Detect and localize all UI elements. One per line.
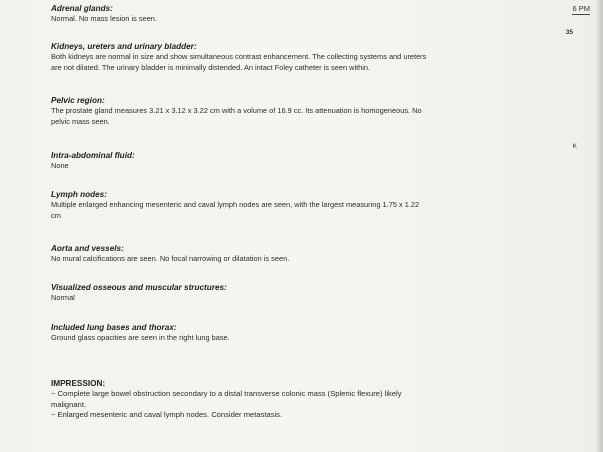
section-text: No mural calcifications are seen. No focal narrowing or dilatation is seen.	[51, 254, 290, 263]
section-aorta-vessels	[51, 244, 546, 265]
section-pelvic-region	[51, 96, 546, 127]
section-text: Ground glass opacities are seen in the right lung base.	[51, 333, 230, 342]
handwritten-page-number: 35	[565, 29, 573, 36]
impression-item: ~ Enlarged mesenteric and caval lymph nodes. Consider metastasis.	[51, 410, 283, 419]
section-text: cm	[51, 210, 61, 220]
section-text: Both kidneys are normal in size and show simultaneous contrast enhancement. The collecting systems and ureters	[51, 52, 427, 61]
section-heading: Lymph nodes:	[51, 190, 107, 199]
impression-item: ~ Complete large bowel obstruction secondary to a distal transverse colonic mass (Splenic flexure) likely	[51, 389, 402, 398]
impression-title: IMPRESSION:	[51, 379, 106, 388]
section-heading: Visualized osseous and muscular structures:	[51, 283, 227, 292]
section-lung-bases-thorax	[51, 323, 546, 344]
section-text: Normal	[51, 293, 75, 302]
section-text: Normal. No mass lesion is seen.	[51, 14, 157, 23]
section-text: None	[51, 161, 69, 170]
impression-section	[51, 378, 546, 421]
section-heading: Included lung bases and thorax:	[51, 323, 177, 332]
section-kidneys-ureters-bladder	[51, 42, 546, 73]
section-heading: Kidneys, ureters and urinary bladder:	[51, 42, 197, 51]
handwritten-time-note: 6 PM	[572, 4, 590, 13]
section-heading: Intra-abdominal fluid:	[51, 151, 135, 160]
section-heading: Pelvic region:	[51, 96, 105, 105]
handwritten-margin-mark: K	[572, 143, 577, 150]
section-heading: Adrenal glands:	[51, 4, 113, 13]
section-text: The prostate gland measures 3.21 x 3.12 x 3.22 cm with a volume of 16.9 cc. Its attenuation is homogeneous. No	[51, 106, 422, 115]
section-text: pelvic mass seen.	[51, 116, 110, 126]
section-adrenal-glands	[51, 4, 546, 25]
impression-item: malignant.	[51, 399, 87, 409]
page-edge-shadow	[595, 0, 603, 452]
section-intra-abdominal-fluid	[51, 151, 546, 172]
section-text: are not dilated. The urinary bladder is minimally distended. An intact Foley catheter is seen within.	[51, 62, 371, 72]
section-osseous-muscular	[51, 283, 546, 304]
section-text: Multiple enlarged enhancing mesenteric and caval lymph nodes are seen, with the largest measuring 1.75 x 1.22	[51, 200, 420, 209]
section-heading: Aorta and vessels:	[51, 244, 124, 253]
section-lymph-nodes	[51, 190, 546, 221]
